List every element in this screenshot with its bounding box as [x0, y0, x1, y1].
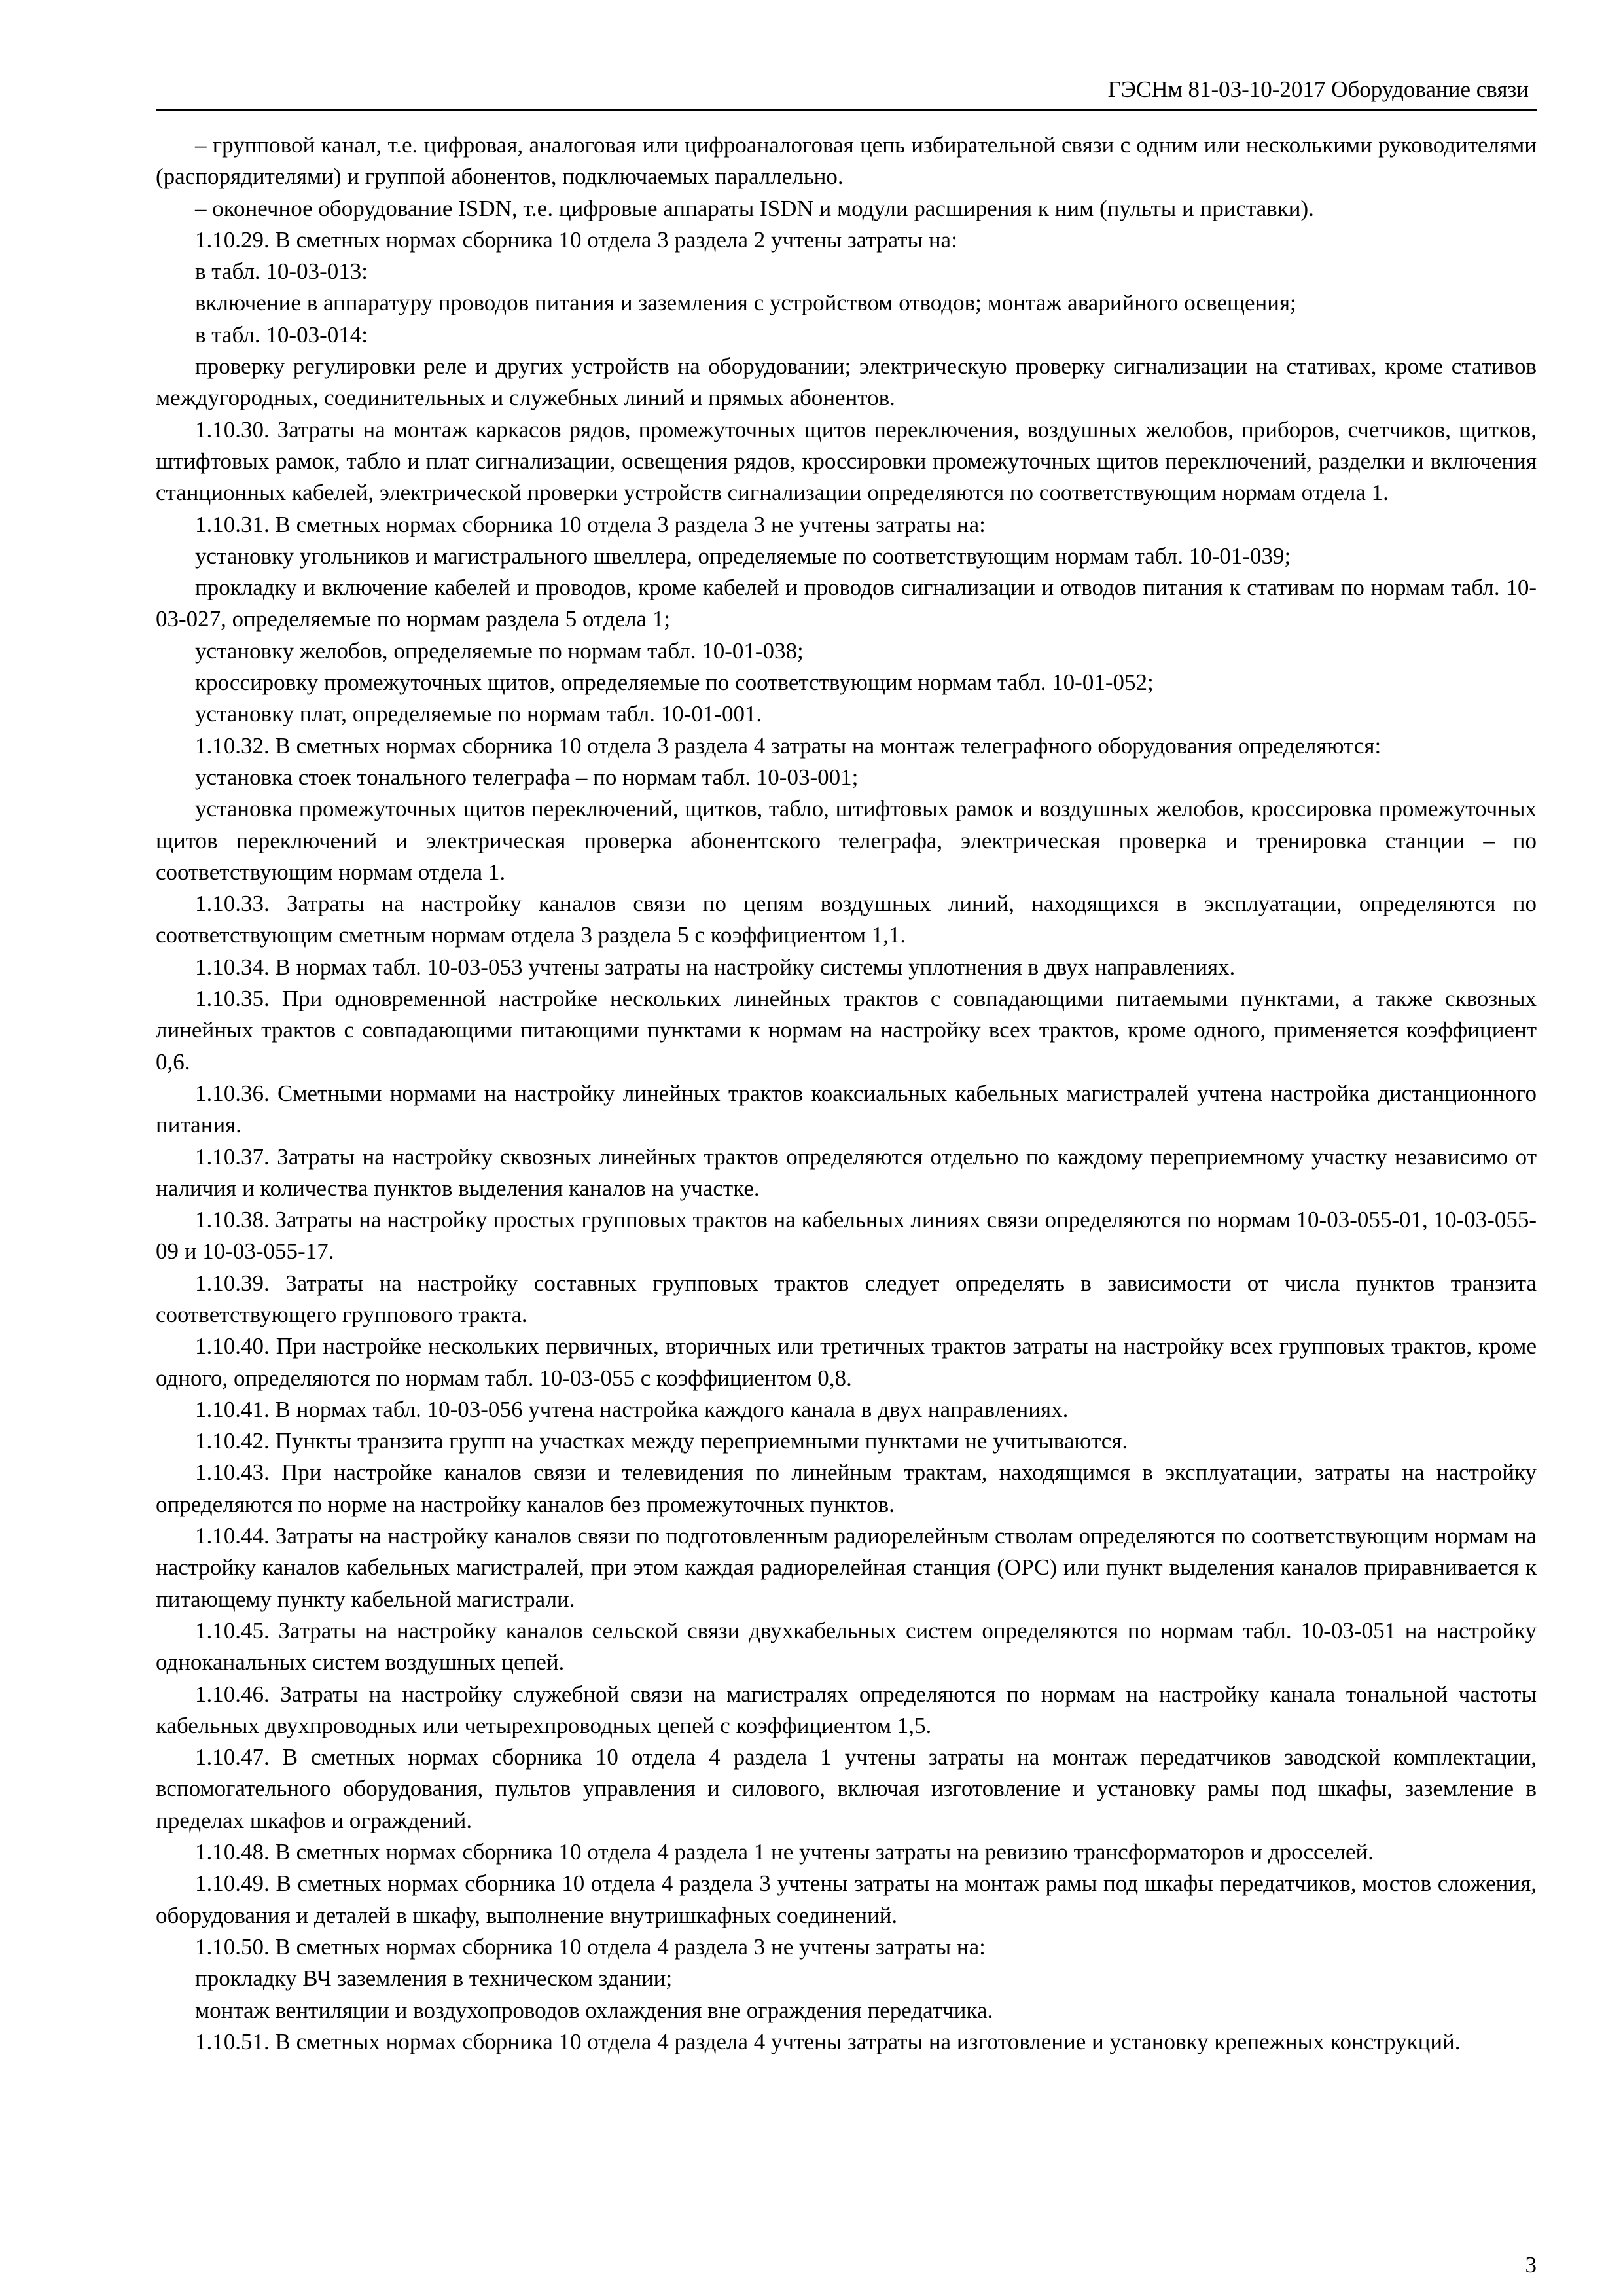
paragraph: 1.10.36. Сметными нормами на настройку линейных трактов коаксиальных кабельных магистралей учтена настройка дистанционного питания. [156, 1080, 1537, 1138]
paragraph: прокладку ВЧ заземления в техническом здании; [195, 1965, 673, 1992]
paragraph: в табл. 10-03-013: [195, 259, 368, 285]
paragraph: 1.10.42. Пункты транзита групп на участках между переприемными пунктами не учитываются. [195, 1428, 1128, 1454]
paragraph: проверку регулировки реле и других устройств на оборудовании; электрическую проверку сигнализации на стативах, кроме стативов междугородных, соединительных и служебных линий и прямых абонентов. [156, 353, 1537, 411]
paragraph: 1.10.35. При одновременной настройке нескольких линейных трактов с совпадающими питаемыми пунктами, а также сквозных линейных трактов с совпадающими питающими пунктами к нормам на настройку всех трактов, кроме одного, применяется коэффициент 0,6. [156, 986, 1537, 1075]
paragraph: 1.10.47. В сметных нормах сборника 10 отдела 4 раздела 1 учтены затраты на монтаж передатчиков заводской комплектации, вспомогательного оборудования, пультов управления и силового, включая изготовление и установку рамы под шкафы, заземление в пределах шкафов и ограждений. [156, 1744, 1537, 1833]
paragraph: установку желобов, определяемые по нормам табл. 10-01-038; [195, 637, 804, 664]
header-title: ГЭСНм 81-03-10-2017 Оборудование связи [1107, 77, 1529, 102]
paragraph: 1.10.32. В сметных нормах сборника 10 отдела 3 раздела 4 затраты на монтаж телеграфного оборудования определяются: [195, 732, 1382, 759]
paragraph: 1.10.49. В сметных нормах сборника 10 отдела 4 раздела 3 учтены затраты на монтаж рамы под шкафы передатчиков, мостов сложения, оборудования и деталей в шкафу, выполнение внутришкафных соединений. [156, 1871, 1537, 1928]
paragraph: 1.10.41. В нормах табл. 10-03-056 учтена настройка каждого канала в двух направлениях. [195, 1396, 1069, 1422]
paragraph: 1.10.30. Затраты на монтаж каркасов рядов, промежуточных щитов переключения, воздушных желобов, приборов, счетчиков, щитков, штифтовых рамок, табло и плат сигнализации, освещения рядов, кроссировки промежуточных щитов переключений, разделки и включения станционных кабелей, электрической проверки устройств сигнализации определяются по соответствующим нормам отдела 1. [156, 416, 1537, 506]
page-header [156, 65, 1537, 111]
paragraph: установку угольников и магистрального швеллера, определяемые по соответствующим нормам табл. 10-01-039; [195, 543, 1291, 569]
paragraph: 1.10.33. Затраты на настройку каналов связи по цепям воздушных линий, находящихся в эксплуатации, определяются по соответствующим сметным нормам отдела 3 раздела 5 с коэффициентом 1,1. [156, 891, 1537, 948]
paragraph: прокладку и включение кабелей и проводов, кроме кабелей и проводов сигнализации и отводов питания к стативам по нормам табл. 10-03-027, определяемые по нормам раздела 5 отдела 1; [156, 575, 1537, 632]
paragraph: 1.10.40. При настройке нескольких первичных, вторичных или третичных трактов затраты на настройку всех групповых трактов, кроме одного, определяются по нормам табл. 10-03-055 с коэффициентом 0,8. [156, 1333, 1537, 1391]
paragraph: 1.10.45. Затраты на настройку каналов сельской связи двухкабельных систем определяются по нормам табл. 10-03-051 на настройку одноканальных систем воздушных цепей. [156, 1617, 1537, 1676]
paragraph: 1.10.37. Затраты на настройку сквозных линейных трактов определяются отдельно по каждому переприемному участку независимо от наличия и количества пунктов выделения каналов на участке. [156, 1143, 1537, 1201]
paragraph: в табл. 10-03-014: [195, 321, 368, 348]
page-number: 3 [1525, 2252, 1537, 2278]
paragraph: – групповой канал, т.е. цифровая, аналоговая или цифроаналоговая цепь избирательной связи с одним или несколькими руководителями (распорядителями) и группой абонентов, подключаемых параллельно. [156, 132, 1537, 190]
paragraph: 1.10.43. При настройке каналов связи и телевидения по линейным трактам, находящимся в эксплуатации, затраты на настройку определяются по норме на настройку каналов без промежуточных пунктов. [156, 1460, 1537, 1517]
paragraph: установку плат, определяемые по нормам табл. 10-01-001. [195, 701, 762, 727]
paragraph: 1.10.50. В сметных нормах сборника 10 отдела 4 раздела 3 не учтены затраты на: [195, 1933, 986, 1960]
paragraph: 1.10.29. В сметных нормах сборника 10 отдела 3 раздела 2 учтены затраты на: [195, 226, 957, 253]
paragraph: 1.10.48. В сметных нормах сборника 10 отдела 4 раздела 1 не учтены затраты на ревизию трансформаторов и дросселей. [195, 1839, 1374, 1865]
paragraph: установка промежуточных щитов переключений, щитков, табло, штифтовых рамок и воздушных желобов, кроссировка промежуточных щитов переключений и электрическая проверка абонентского телеграфа, электрическая проверка и тренировка станции – по соответствующим нормам отдела 1. [156, 796, 1537, 885]
paragraph: 1.10.39. Затраты на настройку составных групповых трактов следует определять в зависимости от числа пунктов транзита соответствующего группового тракта. [156, 1270, 1537, 1327]
body-text [156, 130, 1537, 2058]
paragraph: – оконечное оборудование ISDN, т.е. цифровые аппараты ISDN и модули расширения к ним (пульты и приставки). [195, 195, 1314, 221]
paragraph: установка стоек тонального телеграфа – по нормам табл. 10-03-001; [195, 764, 859, 790]
paragraph: монтаж вентиляции и воздухопроводов охлаждения вне ограждения передатчика. [195, 1997, 993, 2023]
paragraph: 1.10.34. В нормах табл. 10-03-053 учтены затраты на настройку системы уплотнения в двух направлениях. [195, 954, 1236, 980]
paragraph: включение в аппаратуру проводов питания и заземления с устройством отводов; монтаж аварийного освещения; [195, 290, 1296, 316]
paragraph: 1.10.38. Затраты на настройку простых групповых трактов на кабельных линиях связи определяются по нормам 10-03-055-01, 10-03-055-09 и 10-03-055-17. [156, 1207, 1537, 1265]
paragraph: кроссировку промежуточных щитов, определяемые по соответствующим нормам табл. 10-01-052; [195, 670, 1154, 696]
paragraph: 1.10.46. Затраты на настройку служебной связи на магистралях определяются по нормам на настройку канала тональной частоты кабельных двухпроводных или четырехпроводных цепей с коэффициентом 1,5. [156, 1681, 1537, 1738]
paragraph: 1.10.31. В сметных нормах сборника 10 отдела 3 раздела 3 не учтены затраты на: [195, 511, 986, 537]
paragraph: 1.10.44. Затраты на настройку каналов связи по подготовленным радиорелейным стволам определяются по соответствующим нормам на настройку каналов кабельных магистралей, при этом каждая радиорелейная станция (ОРС) или пункт выделения каналов приравнивается к питающему пункту кабельной магистрали. [156, 1523, 1537, 1612]
paragraph: 1.10.51. В сметных нормах сборника 10 отдела 4 раздела 4 учтены затраты на изготовление и установку крепежных конструкций. [195, 2028, 1461, 2054]
